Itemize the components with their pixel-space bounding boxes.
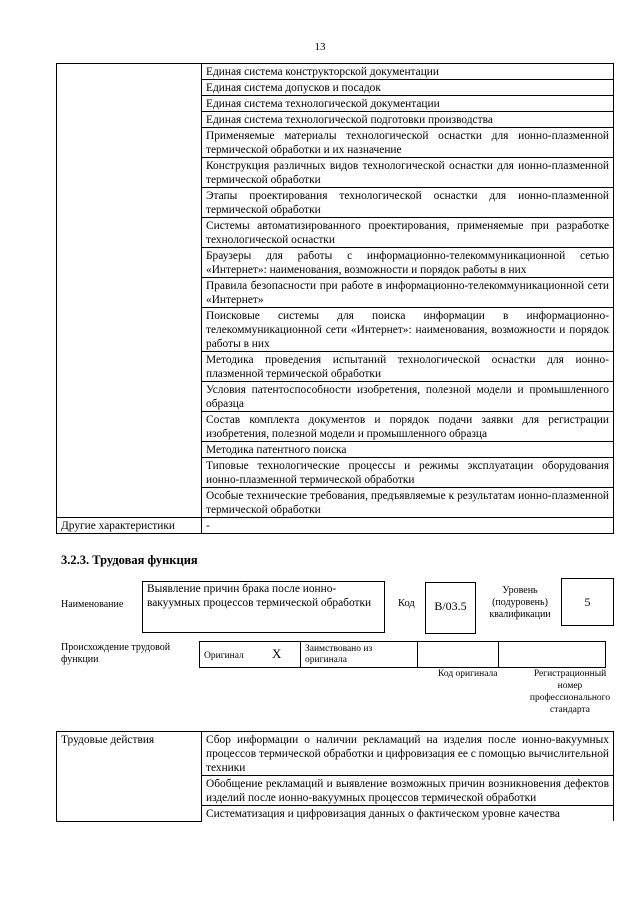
level-value-box: 5 xyxy=(561,578,614,626)
other-characteristics-value: - xyxy=(202,518,614,534)
table-row xyxy=(57,64,614,80)
origin-code-cell xyxy=(418,642,499,668)
knowledge-item: Конструкция различных видов технологической оснастки для ионно-плазменной термической обработки xyxy=(202,158,614,188)
origin-label: Происхождение трудовой функции xyxy=(61,642,171,665)
knowledge-item: Единая система технологической документации xyxy=(202,96,614,112)
knowledge-item: Состав комплекта документов и порядок подачи заявки для регистрации изобретения, полезной модели и промышленного образца xyxy=(202,412,614,442)
level-label: Уровень (подуровень) квалификации xyxy=(489,585,551,620)
knowledge-item: Условия патентоспособности изобретения, полезной модели и промышленного образца xyxy=(202,382,614,412)
knowledge-item: Этапы проектирования технологической оснастки для ионно-плазменной термической обработки xyxy=(202,188,614,218)
knowledge-item: Единая система допусков и посадок xyxy=(202,80,614,96)
knowledge-item: Системы автоматизированного проектирования, применяемые при разработке технологической оснастки xyxy=(202,218,614,248)
knowledge-item: Единая система технологической подготовки производства xyxy=(202,112,614,128)
knowledge-item: Применяемые материалы технологической оснастки для ионно-плазменной термической обработки и их назначение xyxy=(202,128,614,158)
labor-action-item: Сбор информации о наличии рекламаций на изделия после ионно-вакуумных процессов термической обработки и цифровизация ее с помощью вычислительной техники xyxy=(202,732,614,776)
code-label: Код xyxy=(398,598,415,609)
origin-table xyxy=(199,641,606,668)
knowledge-item: Особые технические требования, предъявляемые к результатам ионно-плазменной термической обработки xyxy=(202,488,614,518)
knowledge-item: Методика проведения испытаний технологической оснастки для ионно-плазменной термической обработки xyxy=(202,352,614,382)
knowledge-item: Единая система конструкторской документации xyxy=(202,64,614,80)
knowledge-item: Типовые технологические процессы и режимы эксплуатации оборудования ионно-плазменной термической обработки xyxy=(202,458,614,488)
name-label: Наименование xyxy=(61,599,124,610)
labor-actions-label: Трудовые действия xyxy=(57,732,202,822)
table-row xyxy=(57,732,614,776)
function-name-box: Выявление причин брака после ионно-вакуумных процессов термической обработки xyxy=(142,581,385,633)
code-value-box: B/03.5 xyxy=(425,582,476,634)
origin-mark: X xyxy=(272,645,282,661)
other-characteristics-label: Другие характеристики xyxy=(57,518,202,534)
knowledge-item: Поисковые системы для поиска информации в информационно-телекоммуникационной сети «Интернет»: наименования, возможности и порядок работы в них xyxy=(202,308,614,352)
origin-code-label: Код оригинала xyxy=(438,669,498,679)
origin-option-label: Оригинал xyxy=(204,650,244,661)
reg-number-cell xyxy=(499,642,606,668)
knowledge-left-cell xyxy=(57,64,202,518)
labor-action-item: Систематизация и цифровизация данных о фактическом уровне качества xyxy=(202,806,614,822)
actions-table xyxy=(56,731,614,822)
knowledge-item: Методика патентного поиска xyxy=(202,442,614,458)
page-number: 13 xyxy=(314,41,326,53)
borrowed-cell: Заимствовано из оригинала xyxy=(301,642,418,668)
labor-action-item: Обобщение рекламаций и выявление возможных причин возникновения дефектов изделий после ионно-вакуумных процессов термической обработки xyxy=(202,776,614,806)
knowledge-table xyxy=(56,63,614,534)
table-row xyxy=(57,518,614,534)
origin-option-cell xyxy=(200,642,301,668)
section-heading: 3.2.3. Трудовая функция xyxy=(61,553,198,567)
knowledge-item: Правила безопасности при работе в информационно-телекоммуникационной сети «Интернет» xyxy=(202,278,614,308)
reg-number-label: Регистрационный номер профессионального стандарта xyxy=(529,669,611,715)
knowledge-item: Браузеры для работы с информационно-телекоммуникационной сетью «Интернет»: наименования, возможности и порядок работы в них xyxy=(202,248,614,278)
